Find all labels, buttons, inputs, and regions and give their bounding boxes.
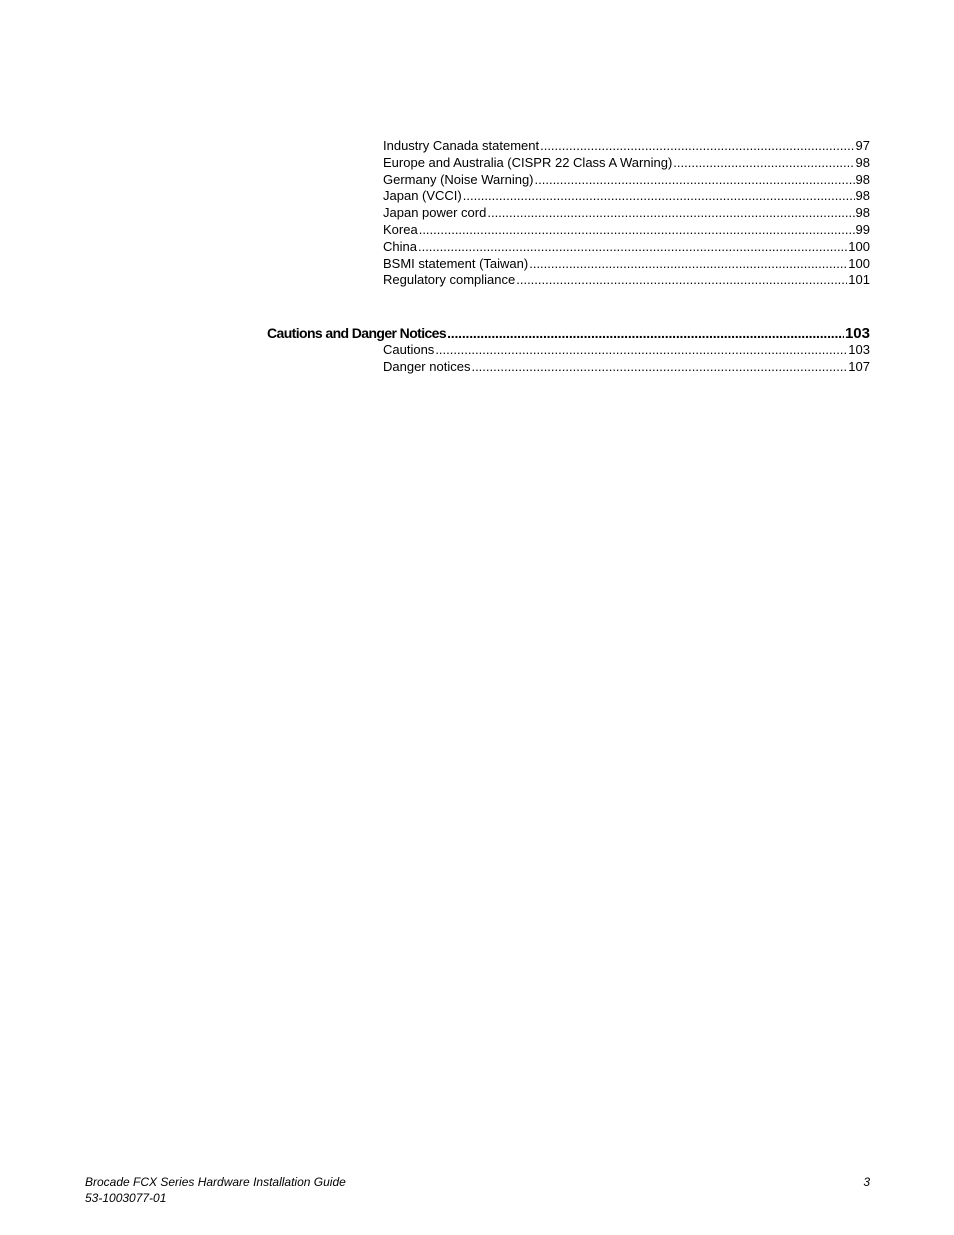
- footer-doc-number: 53-1003077-01: [85, 1190, 167, 1205]
- toc-entry[interactable]: [383, 188, 870, 205]
- toc-entry-title: Cautions: [383, 342, 435, 357]
- toc-entry-title: Germany (Noise Warning): [383, 171, 534, 187]
- toc-entry-page: 107: [848, 358, 870, 374]
- toc-entry-page: 97: [855, 138, 870, 153]
- toc-entry[interactable]: [383, 138, 870, 155]
- toc-entry[interactable]: [383, 342, 870, 359]
- toc-entry-title: Industry Canada statement: [383, 138, 540, 153]
- toc-chapter-title: Cautions and Danger Notices: [267, 325, 447, 341]
- toc-leader-dots: [673, 155, 854, 172]
- toc-entry-title: Korea: [383, 221, 418, 237]
- footer-page-number: 3: [863, 1175, 870, 1189]
- toc-entry[interactable]: [383, 205, 870, 222]
- toc-entry[interactable]: [383, 155, 870, 172]
- toc-entry-page: 98: [855, 154, 870, 170]
- toc-entry-title: Danger notices: [383, 358, 471, 374]
- toc-section-regulatory: [383, 138, 870, 289]
- toc-entry-page: 100: [848, 255, 870, 271]
- toc-chapter-heading[interactable]: [267, 323, 870, 343]
- toc-entry-page: 103: [848, 342, 870, 357]
- toc-entry-page: 98: [855, 171, 870, 187]
- toc-leader-dots: [435, 342, 847, 359]
- toc-entry-page: 98: [855, 205, 870, 221]
- toc-entry-title: Europe and Australia (CISPR 22 Class A Warning): [383, 154, 673, 170]
- toc-entry-title: Regulatory compliance: [383, 272, 516, 288]
- footer-guide-title: Brocade FCX Series Hardware Installation Guide: [85, 1175, 346, 1189]
- toc-leader-dots: [463, 188, 855, 205]
- toc-leader-dots: [535, 172, 855, 189]
- toc-leader-dots: [540, 138, 854, 155]
- toc-entry[interactable]: [383, 359, 870, 376]
- toc-leader-dots: [418, 239, 847, 256]
- toc-entry[interactable]: [383, 222, 870, 239]
- toc-entry-title: BSMI statement (Taiwan): [383, 255, 529, 271]
- toc-leader-dots: [419, 222, 855, 239]
- toc-entry-title: China: [383, 238, 417, 254]
- toc-section-cautions: [383, 342, 870, 376]
- toc-entry[interactable]: [383, 172, 870, 189]
- toc-entry[interactable]: [383, 239, 870, 256]
- toc-entry-page: 101: [848, 272, 870, 288]
- toc-leader-dots: [487, 205, 854, 222]
- toc-leader-dots: [471, 359, 847, 376]
- toc-entry-title: Japan (VCCI): [383, 188, 462, 204]
- toc-entry[interactable]: [383, 256, 870, 273]
- toc-entry[interactable]: [383, 272, 870, 289]
- toc-leader-dots: [529, 256, 847, 273]
- toc-leader-dots: [516, 272, 847, 289]
- toc-entry-title: Japan power cord: [383, 205, 487, 221]
- toc-entry-page: 99: [855, 221, 870, 237]
- page-footer-left: [85, 1175, 346, 1206]
- toc-entry-page: 100: [848, 238, 870, 254]
- toc-leader-dots: [447, 323, 844, 343]
- toc-chapter-page: 103: [844, 325, 870, 342]
- toc-entry-page: 98: [855, 188, 870, 204]
